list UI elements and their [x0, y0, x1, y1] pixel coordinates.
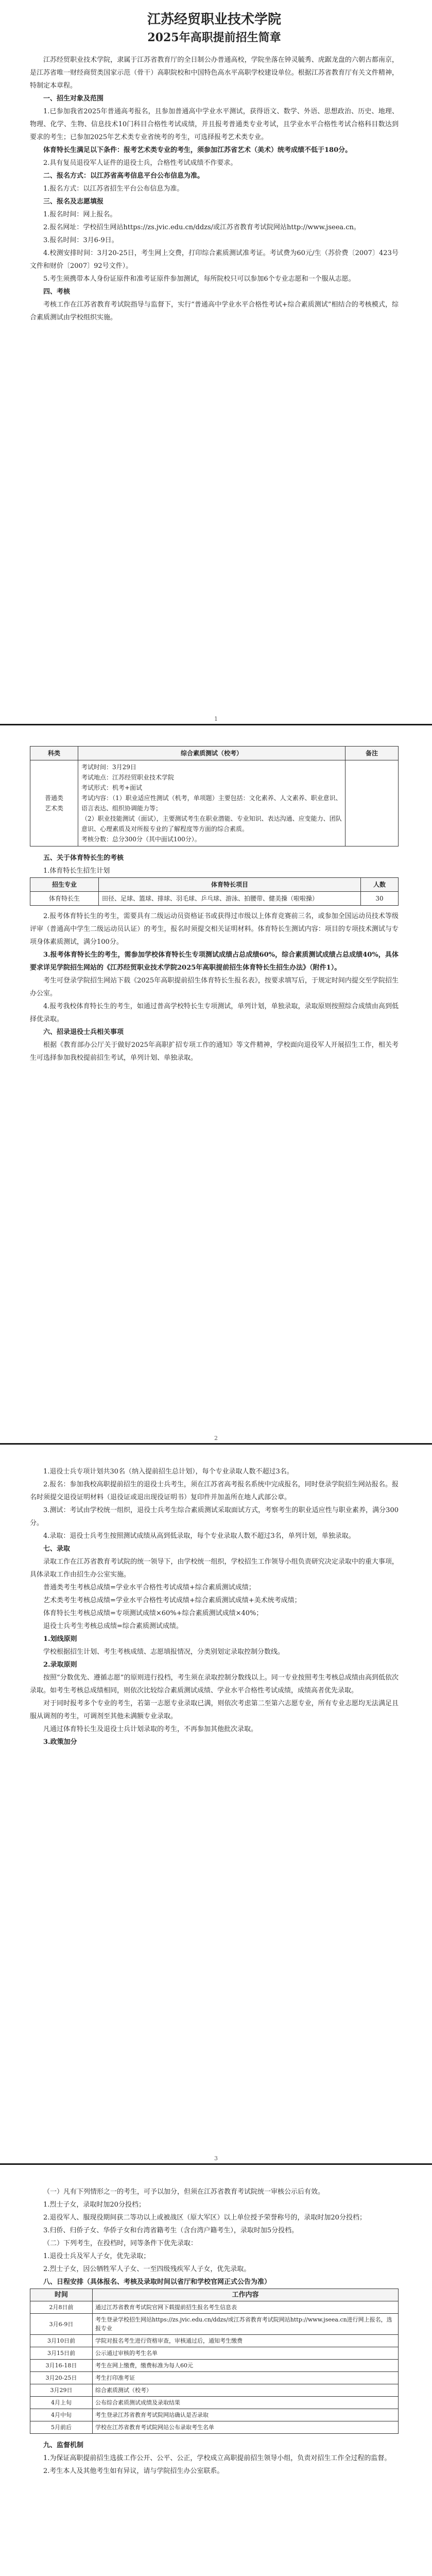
table-header: 人数: [361, 878, 399, 892]
paragraph: 1.报名时间：网上报名。: [43, 211, 117, 218]
paragraph: 2.报考体育特长生的考生，需要具有二级运动员资格证书或获得过市级以上体育竞赛前三名，或参加全国运动员技术等级评审（普通高中学生二级运动员认证）的考生，报名时须提交相关证明材料。体育特长生测试内容：项目的专项技术测试与专项身体素质测试，满分100分。: [30, 912, 399, 946]
paragraph: 1.报名方式：以江苏省招生平台公布信息为准。: [43, 185, 184, 193]
table-cell: 田径、足球、篮球、排球、羽毛球、乒乓球、游泳、拍腰带、健美操（啦啦操）: [99, 892, 361, 906]
document-title: 江苏经贸职业技术学院: [147, 12, 281, 27]
schedule-time: 5月前后: [30, 2421, 93, 2434]
paragraph: 4.录取：退役士兵考生按照测试成绩从高到低录取，每个专业录取人数不超过3名，单列计划，单独录取。: [43, 1532, 355, 1540]
paragraph: 4.报考我校体育特长生的考生，如通过普高学校特长生专项测试，单列计划，单独录取，录取原则按照综合成绩由高到低择优录取。: [30, 1003, 399, 1023]
table-header: 综合素质测试（校考）: [78, 747, 345, 760]
cell-line: 考试形式：机考+面试: [81, 784, 143, 791]
schedule-task: 考生打印准考证: [93, 2372, 399, 2384]
table-row: [30, 2347, 399, 2360]
section-heading: 二、报名方式：以江苏省高考信息平台公布信息为准。: [43, 172, 204, 180]
table-cell: 普通类 艺术类: [30, 760, 78, 846]
paragraph: 1.烈士子女，录取时加20分投档；: [43, 2201, 145, 2209]
paragraph: 1.已参加我省2025年普通高考报名，且参加普通高中学业水平测试，获得语文、数学、外语、思想政治、历史、地理、物理、化学、生物、信息技术10门科目合格性考试成绩，并且报考普通类专业考试，且学业水平合格性考试合格科目数达到要求的考生；已参加2025年艺术类专业省统考的考生，可选择报考艺术类专业。: [30, 108, 399, 141]
paragraph: 4.校测安排时间：3月20-25日，考生网上交费，打印综合素质测试准考证。考试费为60元/生（苏价费〔2007〕423号文件和财价〔2007〕92号文件）。: [30, 249, 399, 270]
cell-line: 考试地点：江苏经贸职业技术学院: [81, 774, 175, 781]
subsection-heading: 1.划线原则: [43, 1635, 77, 1643]
schedule-time: 3月10日前: [30, 2335, 93, 2347]
section-heading: 三、报名及志愿填报: [43, 198, 104, 206]
assessment-table: [30, 746, 399, 846]
schedule-time: 4月上旬: [30, 2397, 93, 2409]
table-header: 招生专业: [30, 878, 99, 892]
table-cell: [345, 760, 399, 846]
schedule-time: 2月8日前: [30, 2301, 93, 2314]
section-heading: 七、录取: [43, 1545, 71, 1553]
paragraph: 1.为保证高职提前招生选拔工作公开、公平、公正，学校成立高职提前招生领导小组，负责对招生工作全过程的监督。: [43, 2454, 391, 2462]
document-page-3: [0, 1445, 432, 2165]
table-header: 体育特长项目: [99, 878, 361, 892]
table-row: [30, 2409, 399, 2421]
paragraph: 体育特长生满足以下条件：报考艺术类专业的考生，须参加江苏省艺术（美术）统考成绩不低于180分。: [43, 146, 352, 154]
paragraph: 3.报考体育特长生的考生，需参加学校体育特长生专项测试成绩占总成绩60%，综合素质测试成绩占总成绩40%，具体要求详见学院招生网站的《江苏经贸职业技术学院2025年高职提前招生体育特长生招生办法》（附件1）。: [30, 951, 399, 972]
paragraph: 1.体育特长生招生计划: [43, 867, 110, 875]
table-row: [30, 2301, 399, 2314]
document-subtitle: 2025年高职提前招生简章: [147, 31, 281, 44]
document-page-2: [0, 725, 432, 1445]
paragraph: 学校根据招生计划、考生考核成绩、志愿填报情况，分类别划定录取控制分数线。: [43, 1648, 285, 1656]
schedule-task: 公示通过审核的考生名单: [93, 2347, 399, 2360]
schedule-task: 通过江苏省教育考试院官网下载提前招生报名考生信息表: [93, 2301, 399, 2314]
section-heading: 五、关于体育特长生的考核: [43, 854, 124, 862]
schedule-task: 学院对报名考生进行资格审查，审核通过后，通知考生缴费: [93, 2335, 399, 2347]
schedule-table: [30, 2289, 399, 2434]
paragraph: 2.考生本人及其他考生如有异议，请与学院招生办公室联系。: [43, 2467, 224, 2475]
paragraph: 退役士兵考生考核总成绩=综合素质测试成绩。: [43, 1622, 183, 1630]
table-row: [30, 2372, 399, 2384]
cell-line: 考试内容：（1）职业适应性测试（机考，单项题）主要包括：文化素养、人文素养、职业意识、语言表达、组织协调能力等；: [81, 794, 342, 812]
paragraph: 2.退役军人、服现役期间获二等功以上或被战区（原大军区）以上单位授予荣誉称号的，录取时加20分投档；: [43, 2214, 366, 2222]
paragraph: 根据《教育部办公厅关于做好2025年高职扩招专项工作的通知》等文件精神，学校面向退役军人开展招生工作，相关考生可选择参加我校提前招生考试，单列计划、单独录取。: [30, 1041, 399, 1062]
paragraph: 3.报名时间：3月6-9日。: [43, 236, 118, 244]
table-row: [30, 2360, 399, 2372]
schedule-task: 考生在网上缴费，缴费标准为每人60元: [93, 2360, 399, 2372]
paragraph: 体育特长生考核总成绩=专项测试成绩×60%+综合素质测试成绩×40%；: [43, 1609, 263, 1617]
page-number: 1: [214, 716, 218, 722]
schedule-time: 3月20-25日: [30, 2372, 93, 2384]
paragraph: 1.退役士兵及军人子女，优先录取；: [43, 2252, 150, 2260]
paragraph: 对于同时报考多个专业的考生，若第一志愿专业录取已满，则依次考虑第二至第六志愿专业，所有专业志愿均无法满足且服从调剂的考生，可调剂至其他未满额专业录取。: [30, 1700, 399, 1720]
paragraph: 按照“分数优先、遵循志愿”的原则进行投档，考生须在录取控制分数线以上。同一专业按照考生考核总成绩由高到低依次录取。如考生考核总成绩相同，则依次比较综合素质测试成绩、学业水平合格性考试成绩，成绩高者优先录取。: [30, 1674, 399, 1694]
table-row: [30, 2335, 399, 2347]
schedule-time: 3月15日前: [30, 2347, 93, 2360]
table-cell: [78, 760, 345, 846]
schedule-task: 学校在江苏省教育考试院网站公布录取考生名单: [93, 2421, 399, 2434]
document-page-4: [0, 2165, 432, 2576]
paragraph: 2.报名网址：学校招生网站https://zs.jvic.edu.cn/ddzs/或江苏省教育考试院网站http://www.jseea.cn。: [43, 224, 360, 231]
paragraph: 考生可登录学院招生网站下载《2025年高职提前招生体育特长生报名表》，按要求填写后，于规定时间内提交至学院招生办公室。: [30, 977, 399, 997]
paragraph: （二）下列考生，在投档时，同等条件下优先录取：: [43, 2240, 198, 2247]
cell-line: 考核分数：总分300分（其中面试100分）。: [81, 836, 201, 843]
cell-line: （2）职业技能测试（面试），主要测试考生在职业潜能、专业知识、表达沟通、应变能力、团队意识、心理素质及对所报专业的了解程度等方面的综合素质。: [81, 815, 342, 833]
table-cell: 体育特长生: [30, 892, 99, 906]
table-header: 时间: [30, 2289, 93, 2301]
document-page-1: [0, 0, 432, 725]
schedule-task: 考生登录学校招生网站https://zs.jvic.edu.cn/ddzs/或江苏省教育考试院网站http://www.jseea.cn进行网上报名，选报专业: [93, 2314, 399, 2335]
paragraph: 普通类考生考核总成绩=学业水平合格性考试成绩+综合素质测试成绩；: [43, 1584, 255, 1591]
table-header: 工作内容: [93, 2289, 399, 2301]
schedule-time: 4月中旬: [30, 2409, 93, 2421]
schedule-time: 3月6-9日: [30, 2314, 93, 2335]
paragraph: 录取工作在江苏省教育考试院的统一领导下，由学校统一组织，学校招生工作领导小组负责研究决定录取中的重大事项，具体录取工作由招生办公室实施。: [30, 1558, 399, 1579]
paragraph: 2.具有复员退役军人证件的退役士兵，合格性考试成绩不作要求。: [43, 159, 237, 167]
section-heading: 四、考核: [43, 288, 71, 296]
subsection-heading: 2.录取原则: [43, 1661, 77, 1669]
paragraph: 艺术类考生考核总成绩=学业水平合格性考试成绩+综合素质测试成绩+美术统考成绩；: [43, 1597, 301, 1604]
schedule-time: 3月29日: [30, 2384, 93, 2397]
paragraph: 凡通过体育特长生及退役士兵计划录取的考生，不再参加其他批次录取。: [43, 1725, 258, 1733]
page-number: 2: [214, 1435, 218, 1442]
paragraph: 2.报名：参加我校高职提前招生的退役士兵考生，须在江苏省高考报名系统中完成报名，同时登录学院招生网站报名。报名时须提交退役证明材料（退役证或退出现役证明书）复印件并加盖所在地人武部公章。: [30, 1481, 399, 1501]
table-row: [30, 2421, 399, 2434]
section-heading: 六、招录退役士兵相关事项: [43, 1028, 124, 1036]
page-number: 3: [214, 2155, 218, 2162]
schedule-task: 综合素质测试（校考）: [93, 2384, 399, 2397]
paragraph: 考核工作在江苏省教育考试院指导与监督下，实行“普通高中学业水平合格性考试+综合素质测试”相结合的考核模式，综合素质测试由学校组织实施。: [30, 301, 399, 321]
section-heading: 九、监督机制: [43, 2442, 84, 2449]
table-row: [30, 2314, 399, 2335]
section-heading: 八、日程安排（具体报名、考核及录取时间以省厅和学校官网正式公告为准）: [43, 2278, 271, 2286]
intro-paragraph: 江苏经贸职业技术学院，隶属于江苏省教育厅的全日制公办普通高校，学院坐落在钟灵毓秀、虎踞龙盘的六朝古都南京，是江苏省唯一财经商贸类国家示范（骨干）高职院校和中国特色高水平高职学校建设单位。根据江苏省教育厅有关文件精神，特制定本章程。: [30, 56, 399, 90]
paragraph: 2.烈士子女，因公牺牲军人子女、一至四级残疾军人子女，优先录取。: [43, 2265, 251, 2273]
schedule-task: 公布综合素质测试成绩及录取结果: [93, 2397, 399, 2409]
cell-line: 考试时间：3月29日: [81, 764, 136, 771]
section-heading: 一、招生对象及范围: [43, 95, 104, 103]
paragraph: （一）凡有下列情形之一的考生，可予以加分，但须在江苏省教育考试院统一审核公示后有效。: [43, 2188, 325, 2196]
table-cell: 30: [361, 892, 399, 906]
paragraph: 3.归侨、归侨子女、华侨子女和台湾省籍考生（含台湾户籍考生），录取时加5分投档。: [43, 2227, 299, 2234]
paragraph: 5.考生须携带本人身份证原件和准考证原件参加测试，每所院校只可以参加6个专业志愿和一个服从志愿。: [43, 275, 355, 283]
table-header: 科类: [30, 747, 78, 760]
table-header: 备注: [345, 747, 399, 760]
paragraph: 1.退役士兵专项计划共30名（纳入提前招生总计划），每个专业录取人数不超过3名。: [43, 1468, 293, 1476]
table-row: [30, 2384, 399, 2397]
subsection-heading: 3.政策加分: [43, 1738, 77, 1746]
table-row: [30, 2397, 399, 2409]
schedule-task: 考生登录江苏省教育考试院网站确认是否录取: [93, 2409, 399, 2421]
schedule-time: 3月16-18日: [30, 2360, 93, 2372]
sports-table: [30, 877, 399, 906]
paragraph: 3.测试：考试由学校统一组织，退役士兵考生综合素质测试采取面试方式，考察考生的职业适应性与职业素养，满分300分。: [30, 1506, 399, 1527]
